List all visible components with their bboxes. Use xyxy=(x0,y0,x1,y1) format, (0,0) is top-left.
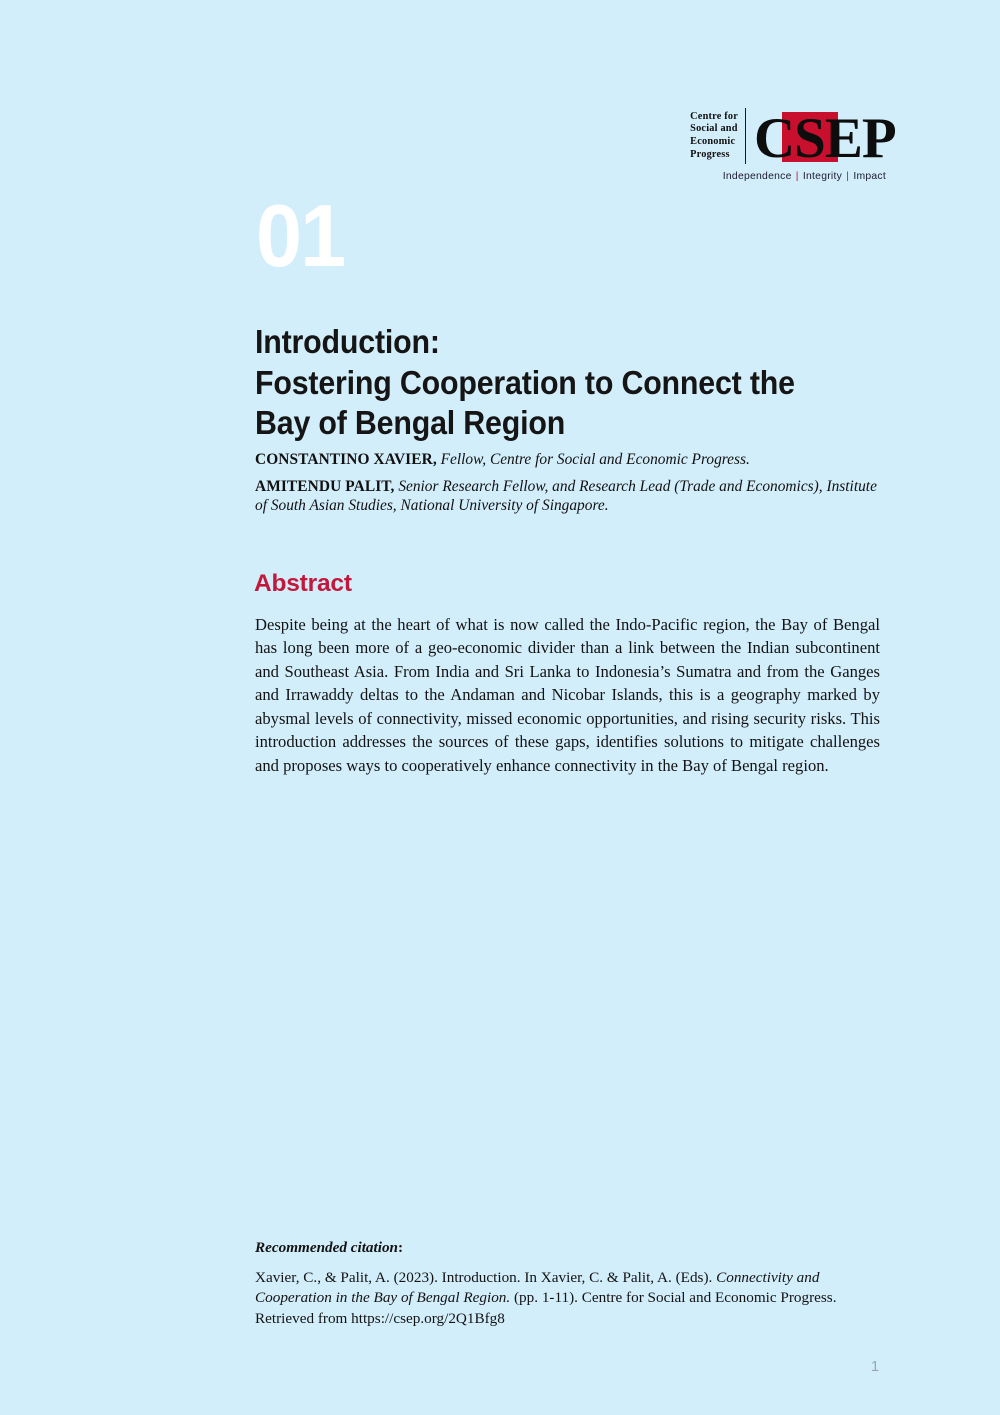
tagline-part-1: Independence xyxy=(722,171,792,182)
page-title xyxy=(255,322,844,444)
csep-logo xyxy=(676,106,896,188)
abstract-body: Despite being at the heart of what is now called the Indo-Pacific region, the Bay of Bengal has long been more of a geo-economic divider than a link between the Indian subcontinent and Southeast Asia. From India and Sri Lanka to Indonesia’s Sumatra and from the Ganges and Irrawaddy deltas to the Andaman and Nicobar Islands, this is a geography marked by abysmal levels of connectivity, missed economic opportunities, and rising security risks. This introduction addresses the sources of these gaps, identifies solutions to mitigate challenges and proposes ways to cooperatively enhance connectivity in the Bay of Bengal region. xyxy=(255,614,880,775)
chapter-title-line-2: Fostering Cooperation to Connect the xyxy=(255,363,795,401)
recommended-citation xyxy=(255,1238,855,1329)
citation-text xyxy=(255,1268,855,1330)
author-affiliation: Fellow, Centre for Social and Economic Progress. xyxy=(440,451,750,468)
author-name: CONSTANTINO XAVIER, xyxy=(255,451,437,468)
author-entry xyxy=(255,450,885,469)
logo-org-line-3: Economic xyxy=(690,136,736,147)
logo-main-row xyxy=(690,106,896,170)
author-list xyxy=(255,450,885,515)
citation-segment-1: Xavier, C., & Palit, A. (2023). Introduction. In Xavier, C. & Palit, A. (Eds). xyxy=(255,1268,717,1286)
author-entry xyxy=(255,477,885,515)
citation-label-colon: : xyxy=(398,1239,404,1256)
logo-org-line-4: Progress xyxy=(690,148,730,160)
chapter-title-line-3: Bay of Bengal Region xyxy=(255,404,566,442)
logo-org-name xyxy=(690,108,746,164)
chapter-title-line-1: Introduction: xyxy=(255,323,440,361)
logo-org-line-1: Centre for xyxy=(690,110,738,122)
citation-label xyxy=(255,1238,855,1259)
tagline-part-2: Integrity xyxy=(802,171,843,182)
author-affiliation: Senior Research Fellow, and Research Lead (Trade and Economics), Institute of South Asian Studies, National University of Singapore. xyxy=(255,478,877,514)
abstract-heading: Abstract xyxy=(254,570,352,598)
tagline-separator-1: | xyxy=(795,171,799,182)
citation-segment-2: (pp. 1-11). Centre for Social and Economic Progress. Retrieved from https://csep.org/2Q1Bfg8 xyxy=(255,1289,837,1327)
page-number: 1 xyxy=(870,1358,880,1375)
logo-wordmark-text: CSEP xyxy=(754,106,896,170)
logo-org-line-2: Social and xyxy=(690,123,738,135)
author-name: AMITENDU PALIT, xyxy=(255,478,395,495)
tagline-separator-2: | xyxy=(846,171,850,182)
logo-tagline xyxy=(723,171,886,182)
tagline-part-3: Impact xyxy=(853,171,886,182)
citation-label-text: Recommended citation xyxy=(255,1239,398,1256)
chapter-number: 01 xyxy=(256,186,345,285)
citation-book-title: Connectivity and Cooperation in the Bay of Bengal Region. xyxy=(255,1268,820,1307)
logo-wordmark xyxy=(754,106,896,170)
